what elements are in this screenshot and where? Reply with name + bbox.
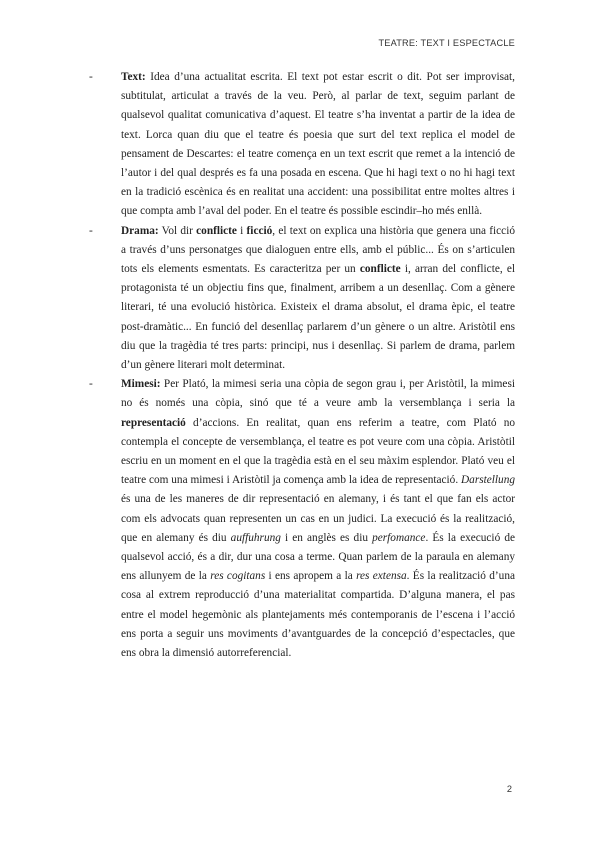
- emphasis-bold: ficció: [246, 224, 273, 237]
- bullet-dash: -: [89, 71, 93, 83]
- text-run: i en anglès es diu: [280, 531, 373, 544]
- document-body: [89, 68, 515, 663]
- text-run: i, arran del conflicte, el protagonista té un objectiu fins que, finalment, arribem a un desenllaç. Com a gènere literari, té una evolució històrica. Existeix el drama absolut, el drama èpic, el teatre post-dramàtic... En funció del desenllaç parlarem d’un gènere o un altre. Aristòtil ens diu que la tragèdia té tres parts: principi, nus i desenllaç. Si parlem de drama, parlem d’un gènere literari molt determinat.: [121, 263, 515, 372]
- text-run: Vol dir: [158, 224, 197, 237]
- emphasis-bold: conflicte: [196, 224, 237, 237]
- list-item-text: [89, 68, 515, 222]
- emphasis-bold: conflicte: [359, 263, 401, 276]
- emphasis-italic: Darstellung: [461, 474, 515, 487]
- text-run: i: [236, 224, 247, 237]
- emphasis-italic: perfomance: [372, 531, 426, 544]
- text-run: és una de les maneres de dir representació en alemany, i és tant el que fan els actor com els advocats quan representen un cas en un judici. La execució és la realització, que en alemany és diu: [121, 493, 515, 544]
- running-header: TEATRE: TEXT I ESPECTACLE: [378, 38, 515, 48]
- text-run: . És la realització d’una cosa al extrem reproducció d’una materialitat compartida. D’alguna manera, el pas entre el model hegemònic als plantejaments més contemporanis de l’escena i l’acció ens porta a seguir uns moviments d’avantguardes de la concepció d’espectacles, que ens obra la dimensió autorreferencial.: [121, 570, 515, 660]
- text-run: i ens apropem a la: [265, 570, 357, 583]
- paragraph-drama: [121, 222, 515, 376]
- bullet-dash: -: [89, 378, 93, 391]
- term-mimesi: Mimesi:: [121, 378, 161, 391]
- text-run: Idea d’una actualitat escrita. El text pot estar escrit o dit. Pot ser improvisat, subtitulat, articulat a través de la veu. Però, al parlar de text, seguim parlant de qualsevol qualitat comunicativa d’aquest. El teatre s’ha inventat a partir de la idea de text. Lorca quan diu que el teatre és poesia que surt del text replica el model de pensament de Descartes: el teatre comença en un text escrit que remet a la intenció de l’autor i del qual després es fa una posada en escena. Que hi hagi text o no hi hagi text en la tradició escènica és en realitat una accident: una possibilitat entre moltes altres i que compta amb l’aval del poder. En el teatre és possible escindir–ho més enllà.: [121, 71, 515, 218]
- text-run: Per Plató, la mimesi seria una còpia de segon grau i, per Aristòtil, la mimesi no és només una còpia, sinó que té a veure amb la versemblança i seria la: [121, 378, 515, 410]
- text-run: , el text on explica una història que genera una ficció a través d’uns personatges que dialoguen entre ells, amb el públic... És on s’articulen tots els elements esmentats. Es caracteritza per un: [121, 224, 515, 276]
- page-number: 2: [506, 784, 512, 794]
- list-item-drama: [89, 222, 515, 376]
- paragraph-text: [121, 68, 515, 222]
- text-run: d’accions. En realitat, quan ens referim a teatre, com Plató no contempla el concepte de versemblança, el teatre es pot veure com una còpia. Aristòtil escriu en un moment en el que la tragèdia està en el seu màxim esplendor. Plató veu el teatre com una mimesi i Aristòtil ja comença amb la idea de representació.: [121, 416, 515, 487]
- emphasis-italic: res cogitans: [210, 570, 266, 583]
- term-text: Text:: [121, 71, 146, 83]
- emphasis-italic: res extensa: [356, 570, 407, 583]
- text-run: . És la execució de qualsevol acció, és a dir, dur una cosa a terme. Quan parlem de la paraula en alemany ens allunyem de la: [121, 531, 515, 583]
- bullet-dash: -: [89, 224, 93, 237]
- emphasis-bold: representació: [121, 416, 186, 429]
- emphasis-italic: auffuhrung: [230, 531, 281, 544]
- term-drama: Drama:: [121, 224, 159, 237]
- list-item-mimesi: [89, 375, 515, 663]
- paragraph-mimesi: [121, 375, 515, 663]
